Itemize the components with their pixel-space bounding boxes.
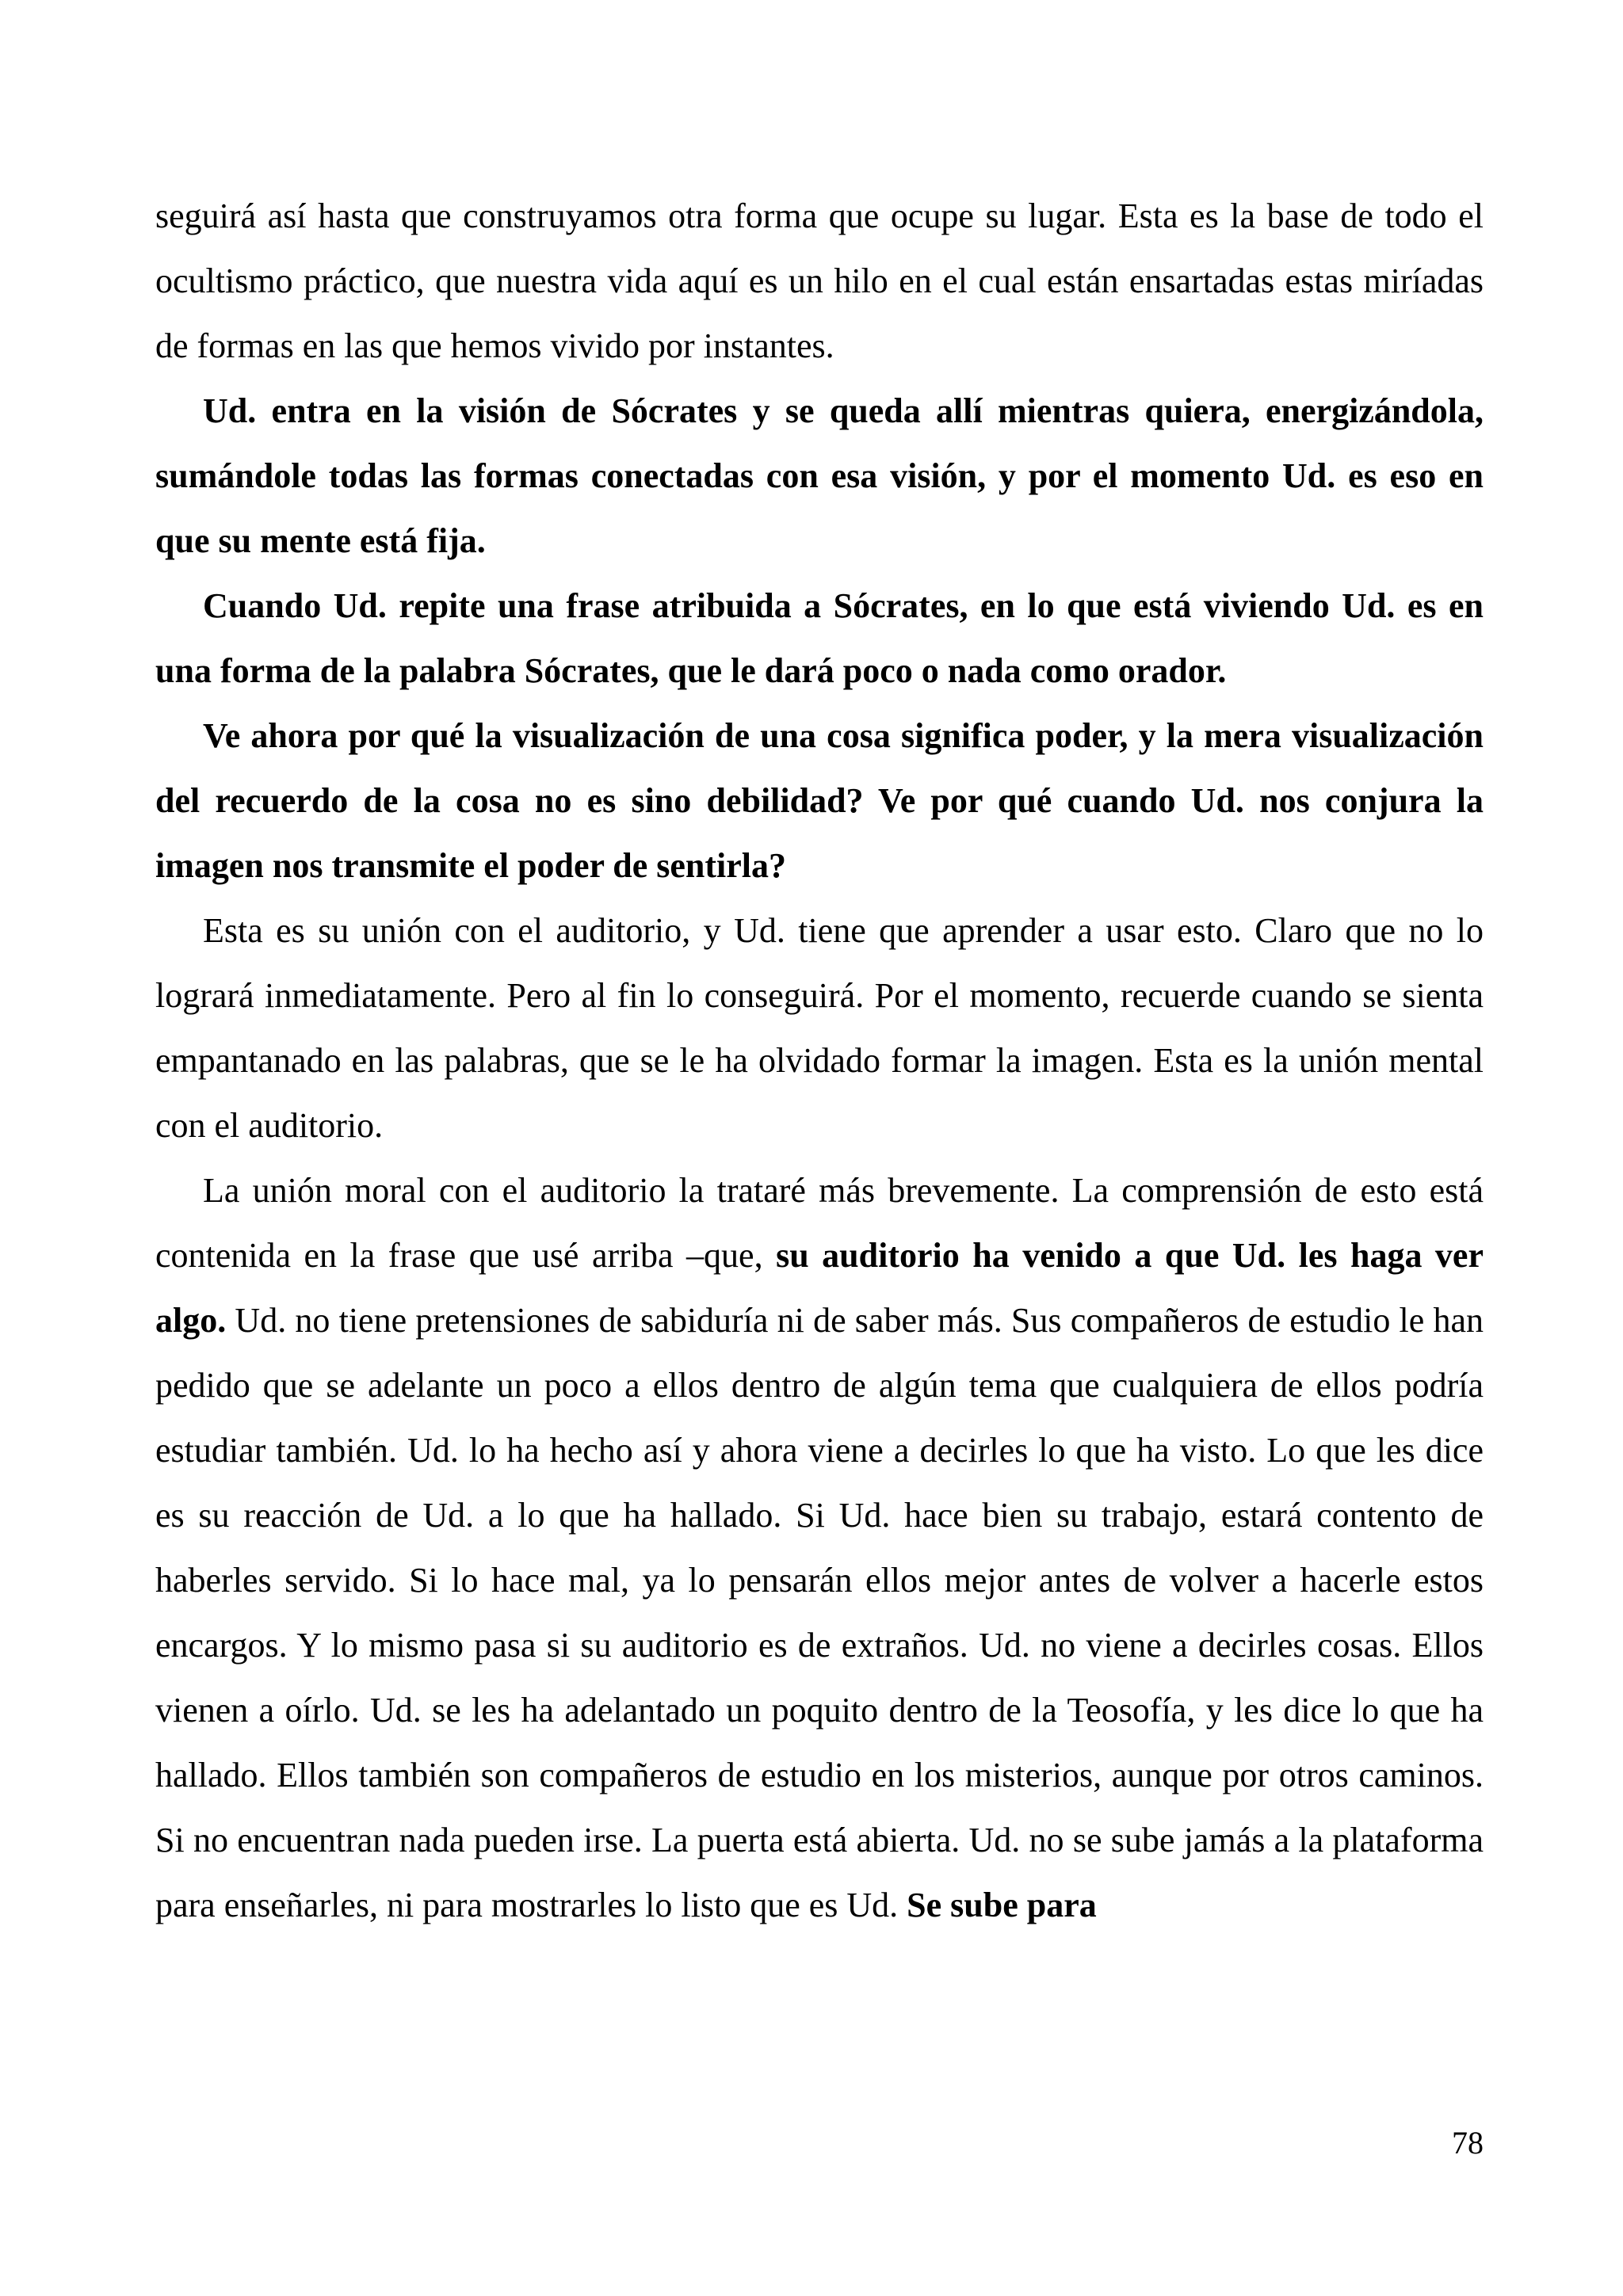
paragraph-6-emphasis: su auditorio ha venido a que Ud. les haga ver algo. — [155, 1236, 1484, 1340]
paragraph-6-text-b: Ud. no tiene pretensiones de sabiduría ni de saber más. Sus compañeros de estudio le han pedido que se adelante un poco a ellos dentro de algún tema que cualquiera de ellos podría estudiar también. Ud. lo ha hecho así y ahora viene a decirles lo que ha visto. Lo que les dice es su reacción de Ud. a lo que ha hallado. Si Ud. hace bien su trabajo, estará contento de haberles servido. Si lo hace mal, ya lo pensarán ellos mejor antes de volver a hacerle estos encargos. Y lo mismo pasa si su auditorio es de extraños. Ud. no viene a decirles cosas. Ellos vienen a oírlo. Ud. se les ha adelantado un poquito dentro de la Teosofía, y les dice lo que ha hallado. Ellos también son compañeros de estudio en los misterios, aunque por otros caminos. Si no encuentran nada pueden irse. La puerta está abierta. Ud. no se sube jamás a la plataforma para enseñarles, ni para mostrarles lo listo que es Ud. — [155, 1301, 1484, 1924]
paragraph-6-text-a: La unión moral con el auditorio la trataré más brevemente. La comprensión de esto está contenida en la frase que usé arriba –que, — [155, 1171, 1484, 1275]
body-text — [155, 184, 1484, 1938]
paragraph-6 — [155, 1158, 1484, 1938]
paragraph-3 — [155, 574, 1484, 704]
paragraph-1 — [155, 184, 1484, 379]
paragraph-3-text: Cuando Ud. repite una frase atribuida a Sócrates, en lo que está viviendo Ud. es en una forma de la palabra Sócrates, que le dará poco o nada como orador. — [155, 586, 1484, 690]
paragraph-1-text: seguirá así hasta que construyamos otra forma que ocupe su lugar. Esta es la base de todo el ocultismo práctico, que nuestra vida aquí es un hilo en el cual están ensartadas estas miríadas de formas en las que hemos vivido por instantes. — [155, 196, 1484, 365]
paragraph-5 — [155, 898, 1484, 1158]
page-number: 78 — [1452, 2125, 1484, 2161]
paragraph-2-text: Ud. entra en la visión de Sócrates y se queda allí mientras quiera, energizándola, sumándole todas las formas conectadas con esa visión, y por el momento Ud. es eso en que su mente está fija. — [155, 391, 1484, 560]
paragraph-4 — [155, 704, 1484, 898]
paragraph-2 — [155, 379, 1484, 574]
paragraph-5-text: Esta es su unión con el auditorio, y Ud. tiene que aprender a usar esto. Claro que no lo logrará inmediatamente. Pero al fin lo conseguirá. Por el momento, recuerde cuando se sienta empantanado en las palabras, que se le ha olvidado formar la imagen. Esta es la unión mental con el auditorio. — [155, 911, 1484, 1145]
paragraph-6-emphasis-end: Se sube para — [907, 1886, 1097, 1924]
paragraph-4-text: Ve ahora por qué la visualización de una cosa significa poder, y la mera visualización del recuerdo de la cosa no es sino debilidad? Ve por qué cuando Ud. nos conjura la imagen nos transmite el poder de sentirla? — [155, 716, 1484, 885]
